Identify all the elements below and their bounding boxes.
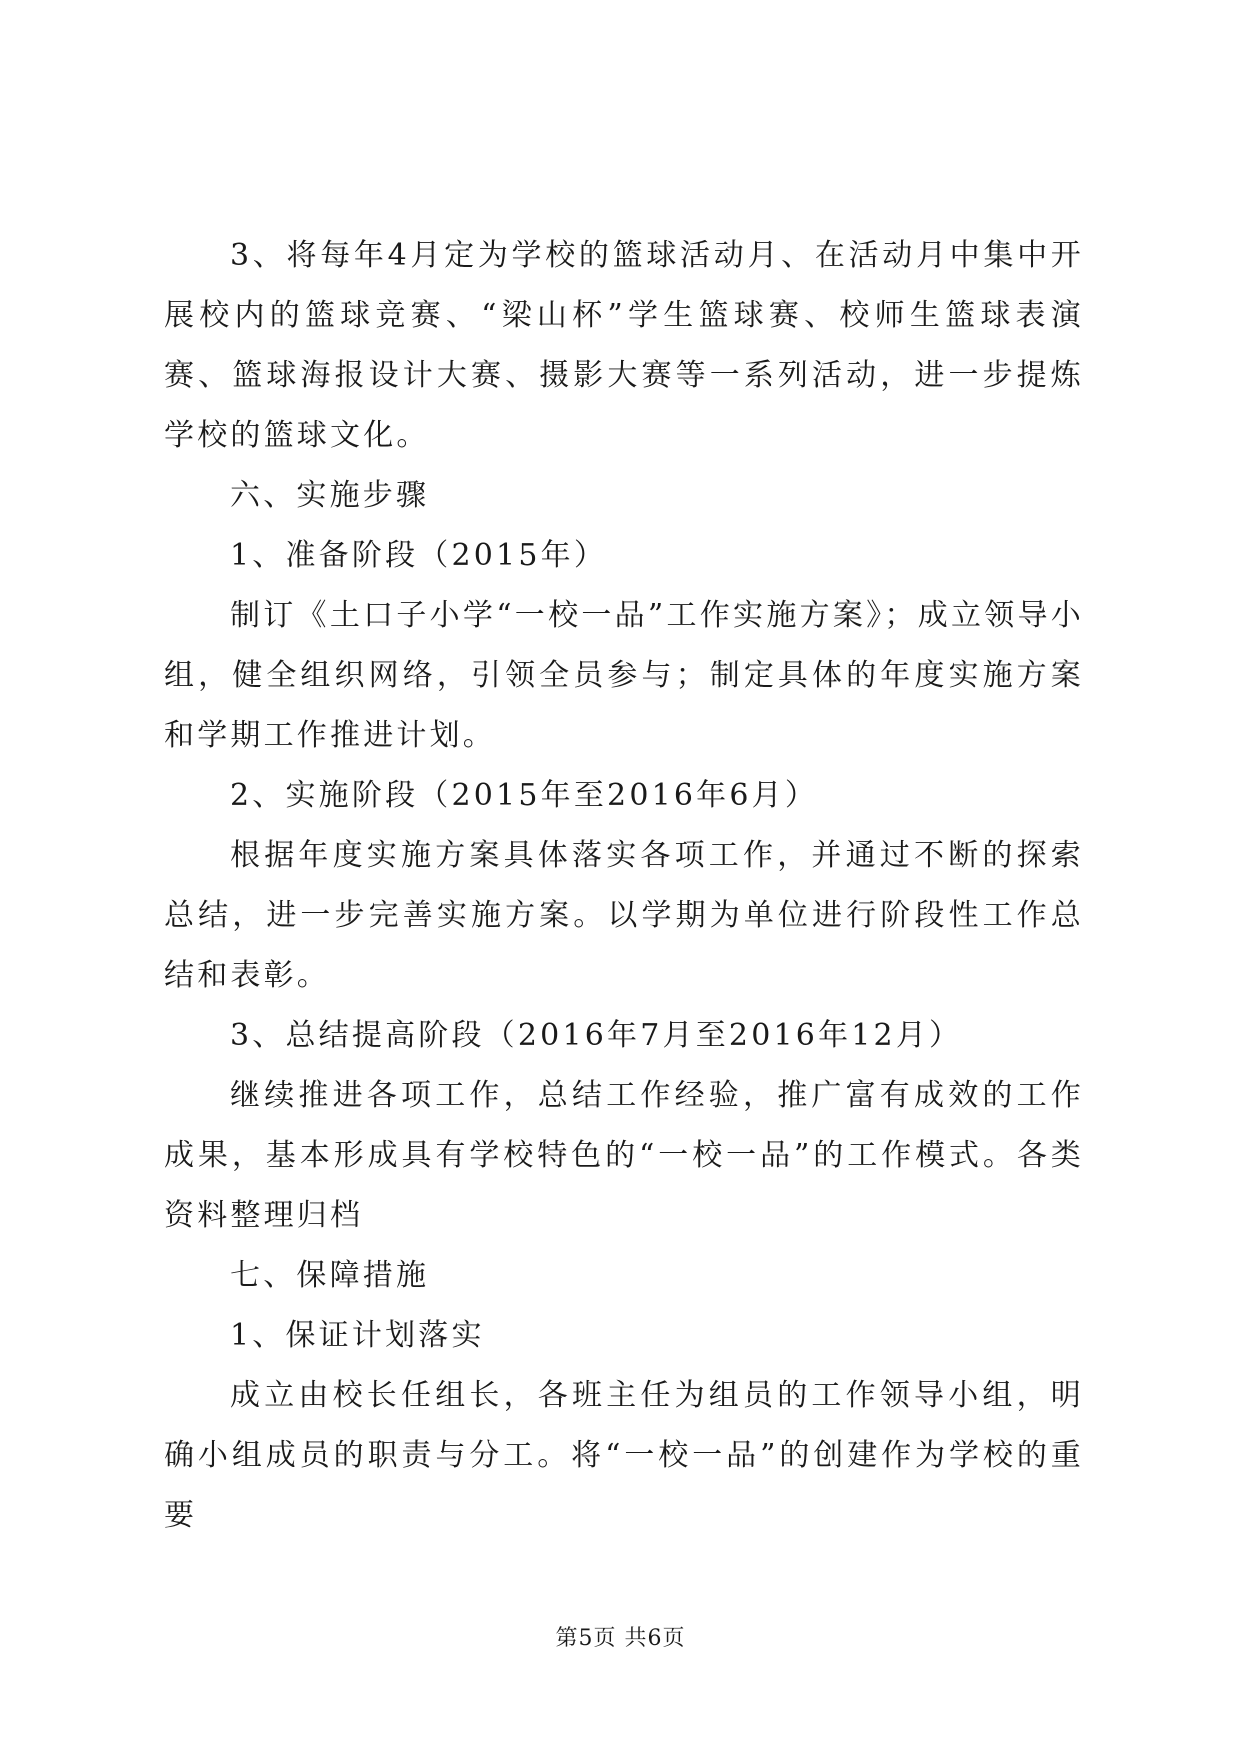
heading-preparation-stage: 1、准备阶段（2015年） [230,538,608,573]
page-footer: 第5页 共6页 [555,1626,686,1651]
heading-summary-stage: 3、总结提高阶段（2016年7月至2016年12月） [230,1018,963,1053]
heading-safeguard-measures: 七、保障措施 [230,1258,430,1293]
paragraph-activity-month: 3、将每年4月定为学校的篮球活动月、在活动月中集中开展校内的篮球竞赛、“梁山杯”学生篮球赛、校师生篮球表演赛、篮球海报设计大赛、摄影大赛等一系列活动，进一步提炼学校的篮球文化。 [164,238,1084,453]
paragraph-implementation-details: 根据年度实施方案具体落实各项工作，并通过不断的探索总结，进一步完善实施方案。以学期为单位进行阶段性工作总结和表彰。 [164,838,1084,993]
document-body [164,226,1084,1546]
paragraph-preparation-details: 制订《土口子小学“一校一品”工作实施方案》；成立领导小组，健全组织网络，引领全员参与；制定具体的年度实施方案和学期工作推进计划。 [164,598,1084,753]
heading-implementation-stage: 2、实施阶段（2015年至2016年6月） [230,778,819,813]
heading-ensure-plan: 1、保证计划落实 [230,1318,485,1353]
paragraph-summary-details: 继续推进各项工作，总结工作经验，推广富有成效的工作成果，基本形成具有学校特色的“一校一品”的工作模式。各类资料整理归档 [164,1078,1084,1233]
heading-implementation-steps: 六、实施步骤 [230,478,430,513]
paragraph-leadership-group: 成立由校长任组长，各班主任为组员的工作领导小组，明确小组成员的职责与分工。将“一校一品”的创建作为学校的重要 [164,1378,1084,1533]
